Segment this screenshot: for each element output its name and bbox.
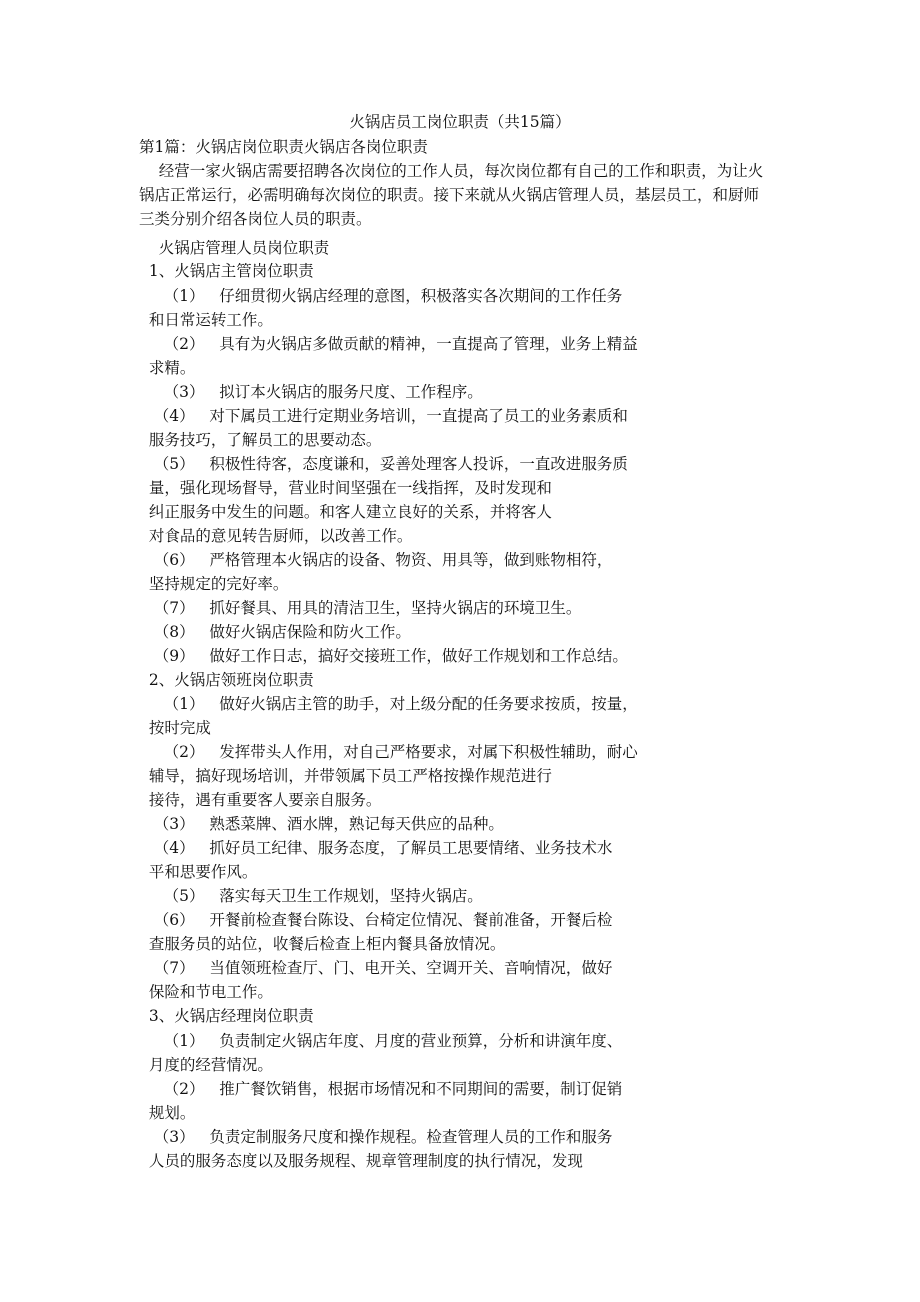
body-line: 火锅店管理人员岗位职责: [139, 239, 330, 257]
body-line: （2） 具有为火锅店多做贡献的精神，一直提高了管理，业务上精益: [139, 335, 638, 353]
body-line: 对食品的意见转告厨师，以改善工作。: [139, 527, 413, 545]
body-line: （3） 熟悉菜牌、酒水牌，熟记每天供应的品种。: [139, 815, 504, 833]
body-line: 1、火锅店主管岗位职责: [139, 262, 314, 280]
body-line: 查服务员的站位，收餐后检查上柜内餐具备放情况。: [139, 935, 506, 953]
body-line: 求精。: [139, 359, 196, 377]
body-line: （1） 仔细贯彻火锅店经理的意图，积极落实各次期间的工作任务: [139, 287, 623, 305]
document-title: 火锅店员工岗位职责（共15篇）: [349, 113, 571, 131]
body-line: （6） 开餐前检查餐台陈设、台椅定位情况、餐前准备，开餐后检: [139, 911, 613, 929]
body-line: （2） 发挥带头人作用，对自己严格要求，对属下积极性辅助，耐心: [139, 743, 638, 761]
body-line: 三类分别介绍各岗位人员的职责。: [139, 210, 372, 228]
body-line: （8） 做好火锅店保险和防火工作。: [139, 623, 411, 641]
body-line: 月度的经营情况。: [139, 1056, 273, 1074]
body-line: （1） 负责制定火锅店年度、月度的营业预算，分析和讲演年度、: [139, 1032, 623, 1050]
body-line: （3） 负责定制服务尺度和操作规程。检查管理人员的工作和服务: [139, 1128, 613, 1146]
body-line: （3） 拟订本火锅店的服务尺度、工作程序。: [139, 383, 483, 401]
body-line: （4） 对下属员工进行定期业务培训，一直提高了员工的业务素质和: [139, 407, 628, 425]
body-line: 接待，遇有重要客人要亲自服务。: [139, 791, 382, 809]
body-line: 保险和节电工作。: [139, 983, 273, 1001]
body-line: 按时完成: [139, 719, 211, 737]
body-line: 规划。: [139, 1104, 196, 1122]
body-line: （9） 做好工作日志，搞好交接班工作，做好工作规划和工作总结。: [139, 647, 628, 665]
body-line: 2、火锅店领班岗位职责: [139, 671, 314, 689]
body-line: 3、火锅店经理岗位职责: [139, 1007, 314, 1025]
body-line: （6） 严格管理本火锅店的设备、物资、用具等，做到账物相符，: [139, 551, 613, 569]
body-line: 纠正服务中发生的问题。和客人建立良好的关系，并将客人: [139, 503, 552, 521]
body-line: 人员的服务态度以及服务规程、规章管理制度的执行情况，发现: [139, 1152, 583, 1170]
body-line: 锅店正常运行，必需明确每次岗位的职责。接下来就从火锅店管理人员，基层员工，和厨师: [139, 186, 760, 204]
body-line: 量，强化现场督导，营业时间坚强在一线指挥，及时发现和: [139, 479, 552, 497]
body-line: （5） 落实每天卫生工作规划，坚持火锅店。: [139, 887, 483, 905]
body-line: 平和思要作风。: [139, 863, 258, 881]
body-line: （7） 抓好餐具、用具的清洁卫生，坚持火锅店的环境卫生。: [139, 599, 582, 617]
body-line: （2） 推广餐饮销售，根据市场情况和不同期间的需要，制订促销: [139, 1080, 623, 1098]
body-line: （5） 积极性待客，态度谦和，妥善处理客人投诉，一直改进服务质: [139, 455, 628, 473]
body-line: （1） 做好火锅店主管的助手，对上级分配的任务要求按质，按量，: [139, 695, 638, 713]
body-line: 辅导，搞好现场培训，并带领属下员工严格按操作规范进行: [139, 767, 552, 785]
body-line: （7） 当值领班检查厅、门、电开关、空调开关、音响情况，做好: [139, 959, 613, 977]
body-line: 经营一家火锅店需要招聘各次岗位的工作人员，每次岗位都有自己的工作和职责，为让火: [139, 162, 764, 180]
body-line: （4） 抓好员工纪律、服务态度，了解员工思要情绪、业务技术水: [139, 839, 613, 857]
article-heading: 第1篇：火锅店岗位职责火锅店各岗位职责: [139, 138, 428, 156]
body-line: 和日常运转工作。: [139, 311, 273, 329]
body-line: 服务技巧，了解员工的思要动态。: [139, 431, 382, 449]
body-line: 坚持规定的完好率。: [139, 575, 289, 593]
